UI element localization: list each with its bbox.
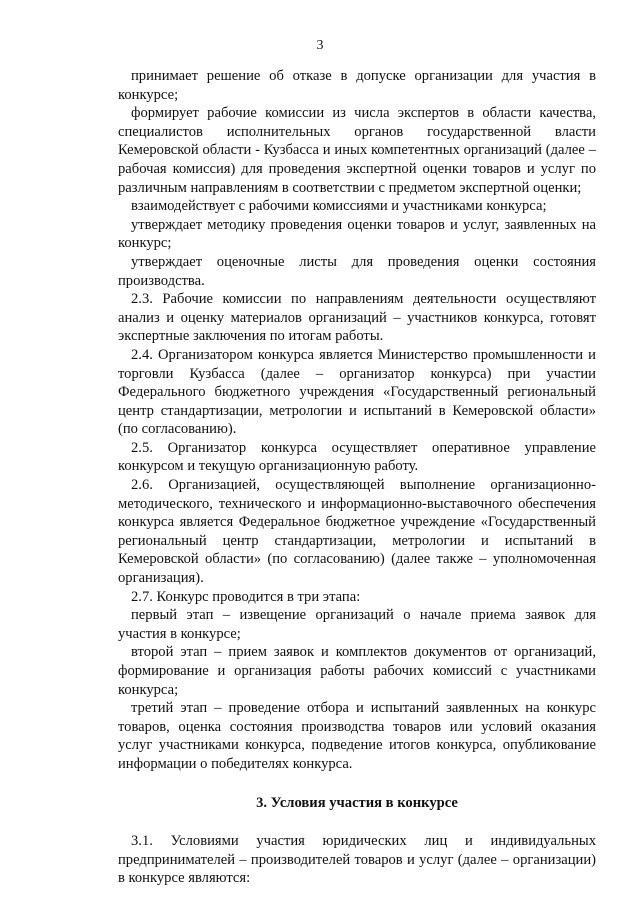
paragraph: 2.4. Организатором конкурса является Министерство промышленности и торговли Кузбасса (далее – организатор конкурса) при участии Федерального бюджетного учреждения «Государственный региональный центр стандартизации, метрологии и испытаний в Кемеровской области» (по согласованию). [118,346,596,438]
paragraph: второй этап – прием заявок и комплектов документов от организаций, формирование и организация работы рабочих комиссий с участниками конкурса; [118,644,596,698]
paragraph: утверждает методику проведения оценки товаров и услуг, заявленных на конкурс; [118,216,596,252]
section-heading: 3. Условия участия в конкурсе [256,794,458,811]
paragraph: 2.3. Рабочие комиссии по направлениям деятельности осуществляют анализ и оценку материалов организаций – участников конкурса, готовят экспертные заключения по итогам работы. [118,291,596,345]
paragraph: 2.5. Организатор конкурса осуществляет оперативное управление конкурсом и текущую организационную работу. [118,439,596,475]
paragraph: утверждает оценочные листы для проведения оценки состояния производства. [118,253,596,289]
paragraph: формирует рабочие комиссии из числа экспертов в области качества, специалистов исполнительных органов государственной власти Кемеровской области - Кузбасса и иных компетентных организаций (далее – рабочая комиссия) для проведения экспертной оценки товаров и услуг по различным направлениям в соответствии с предметом экспертной оценки; [118,105,596,196]
paragraph: третий этап – проведение отбора и испытаний заявленных на конкурс товаров, оценка состояния производства товаров или условий оказания услуг участниками конкурса, подведение итогов конкурса, опубликование информации о победителях конкурса. [118,700,596,772]
paragraph: принимает решение об отказе в допуске организации для участия в конкурсе; [118,68,596,103]
paragraph: 2.7. Конкурс проводится в три этапа: [131,588,361,605]
paragraph: 2.6. Организацией, осуществляющей выполнение организационно-методического, технического и информационно-выставочного обеспечения конкурса является Федеральное бюджетное учреждение «Государственный региональный центр стандартизации, метрологии и испытаний в Кемеровской области» (по согласованию) (далее также – уполномоченная организация). [118,477,596,587]
page-number: 3 [316,38,324,53]
paragraph: взаимодействует с рабочими комиссиями и участниками конкурса; [131,198,547,215]
document-body [118,67,596,888]
paragraph: первый этап – извещение организаций о начале приема заявок для участия в конкурсе; [118,607,596,642]
paragraph: 3.1. Условиями участия юридических лиц и индивидуальных предпринимателей – производителей товаров и услуг (далее – организации) в конкурсе являются: [118,833,596,887]
